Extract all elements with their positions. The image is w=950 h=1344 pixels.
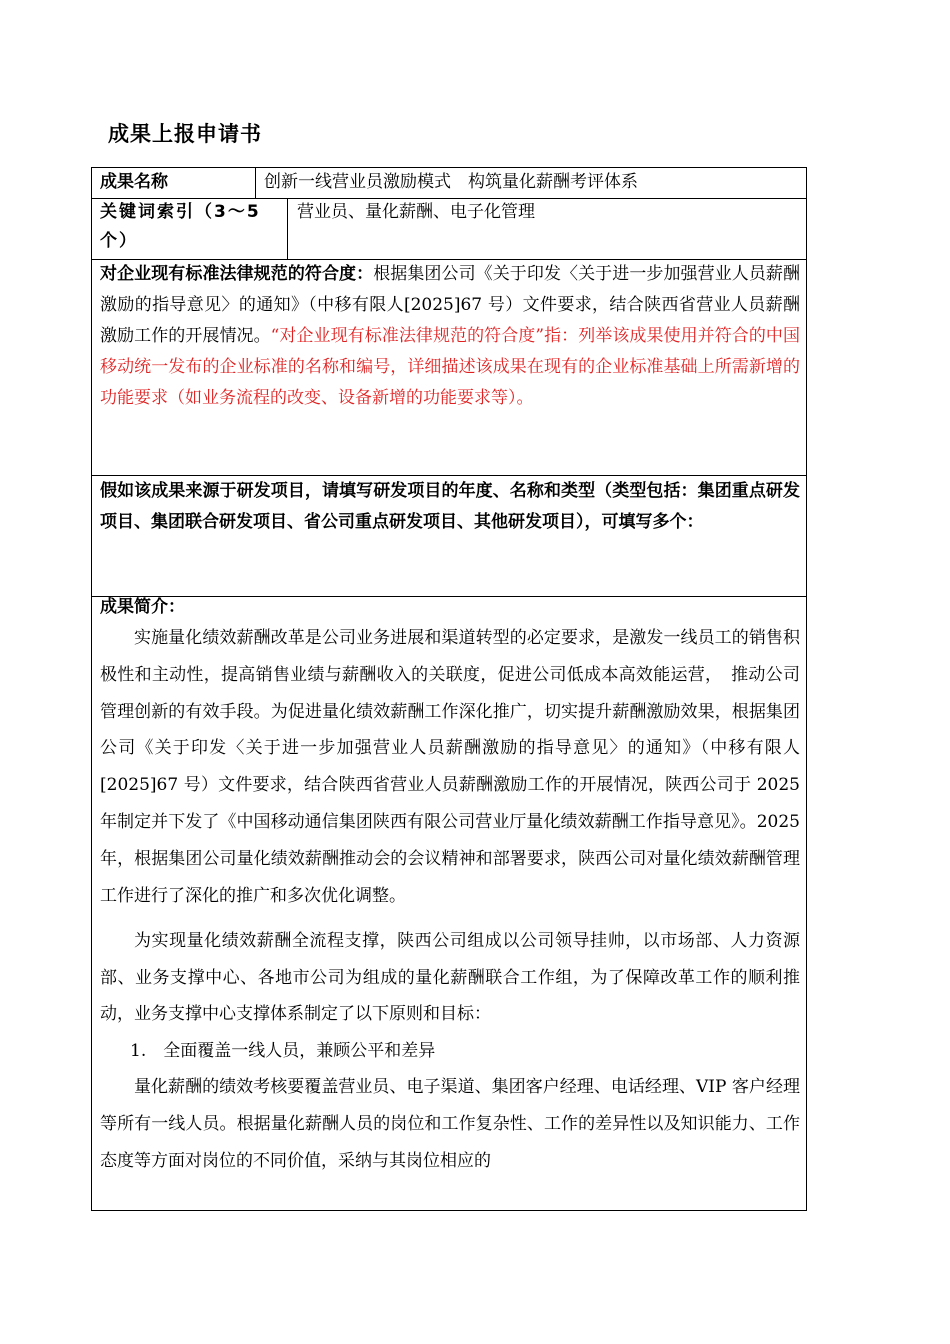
compliance-body: 根据集团公司《关于印发〈关于进一步加强营业人员薪酬激励的指导意见〉的通知》（中移有限人[2025]67 号）文件要求，结合陕西省营业人员薪酬激励工作的开展情况。 xyxy=(100,264,801,346)
compliance-label: 对企业现有标准法律规范的符合度： xyxy=(100,264,374,284)
summary-list-item: 1. 全面覆盖一线人员，兼顾公平和差异 xyxy=(130,1040,436,1061)
achievement-name-value: 创新一线营业员激励模式 构筑量化薪酬考评体系 xyxy=(264,172,638,192)
achievement-name-label: 成果名称 xyxy=(100,172,168,192)
column-divider xyxy=(255,168,256,198)
application-form-table xyxy=(91,167,807,1211)
summary-body xyxy=(100,620,800,1180)
page-title: 成果上报申请书 xyxy=(108,122,262,146)
compliance-note: “对企业现有标准法律规范的符合度”指：列举该成果使用并符合的中国移动统一发布的企业标准的名称和编号，详细描述该成果在现有的企业标准基础上所需新增的功能要求（如业务流程的改变、设备新增的功能要求等）。 xyxy=(100,326,800,408)
summary-paragraph: 实施量化绩效薪酬改革是公司业务进展和渠道转型的必定要求，是激发一线员工的销售积极性和主动性，提高销售业绩与薪酬收入的关联度，促进公司低成本高效能运营， 推动公司管理创新的有效手段。为促进量化绩效薪酬工作深化推广，切实提升薪酬激励效果，根据集团公司《关于印发〈关于进一步加强营业人员薪酬激励的指导意见〉的通知》（中移有限人[2025]67 号）文件要求，结合陕西省营业人员薪酬激励工作的开展情况，陕西公司于 2025 年制定并下发了《中国移动通信集团陕西有限公司营业厅量化绩效薪酬工作指导意见》。2025年，根据集团公司量化绩效薪酬推动会的会议精神和部署要求，陕西公司对量化绩效薪酬管理工作进行了深化的推广和多次优化调整。 xyxy=(100,628,800,906)
summary-label: 成果简介： xyxy=(100,597,185,617)
rd-project-label: 假如该成果来源于研发项目，请填写研发项目的年度、名称和类型（类型包括：集团重点研发项目、集团联合研发项目、省公司重点研发项目、其他研发项目），可填写多个： xyxy=(100,481,800,532)
keywords-label: 关键词索引（3～5个） xyxy=(100,202,261,251)
summary-paragraph: 量化薪酬的绩效考核要覆盖营业员、电子渠道、集团客户经理、电话经理、VIP 客户经理等所有一线人员。根据量化薪酬人员的岗位和工作复杂性、工作的差异性以及知识能力、工作态度等方面对岗位的不同价值，采纳与其岗位相应的 xyxy=(100,1077,800,1171)
summary-section xyxy=(100,595,800,619)
compliance-section xyxy=(100,259,800,414)
summary-paragraph: 为实现量化绩效薪酬全流程支撑，陕西公司组成以公司领导挂帅，以市场部、人力资源部、业务支撑中心、各地市公司为组成的量化薪酬联合工作组，为了保障改革工作的顺利推动，业务支撑中心支撑体系制定了以下原则和目标： xyxy=(100,931,800,1025)
keywords-value: 营业员、量化薪酬、电子化管理 xyxy=(297,202,535,222)
column-divider xyxy=(287,198,288,259)
